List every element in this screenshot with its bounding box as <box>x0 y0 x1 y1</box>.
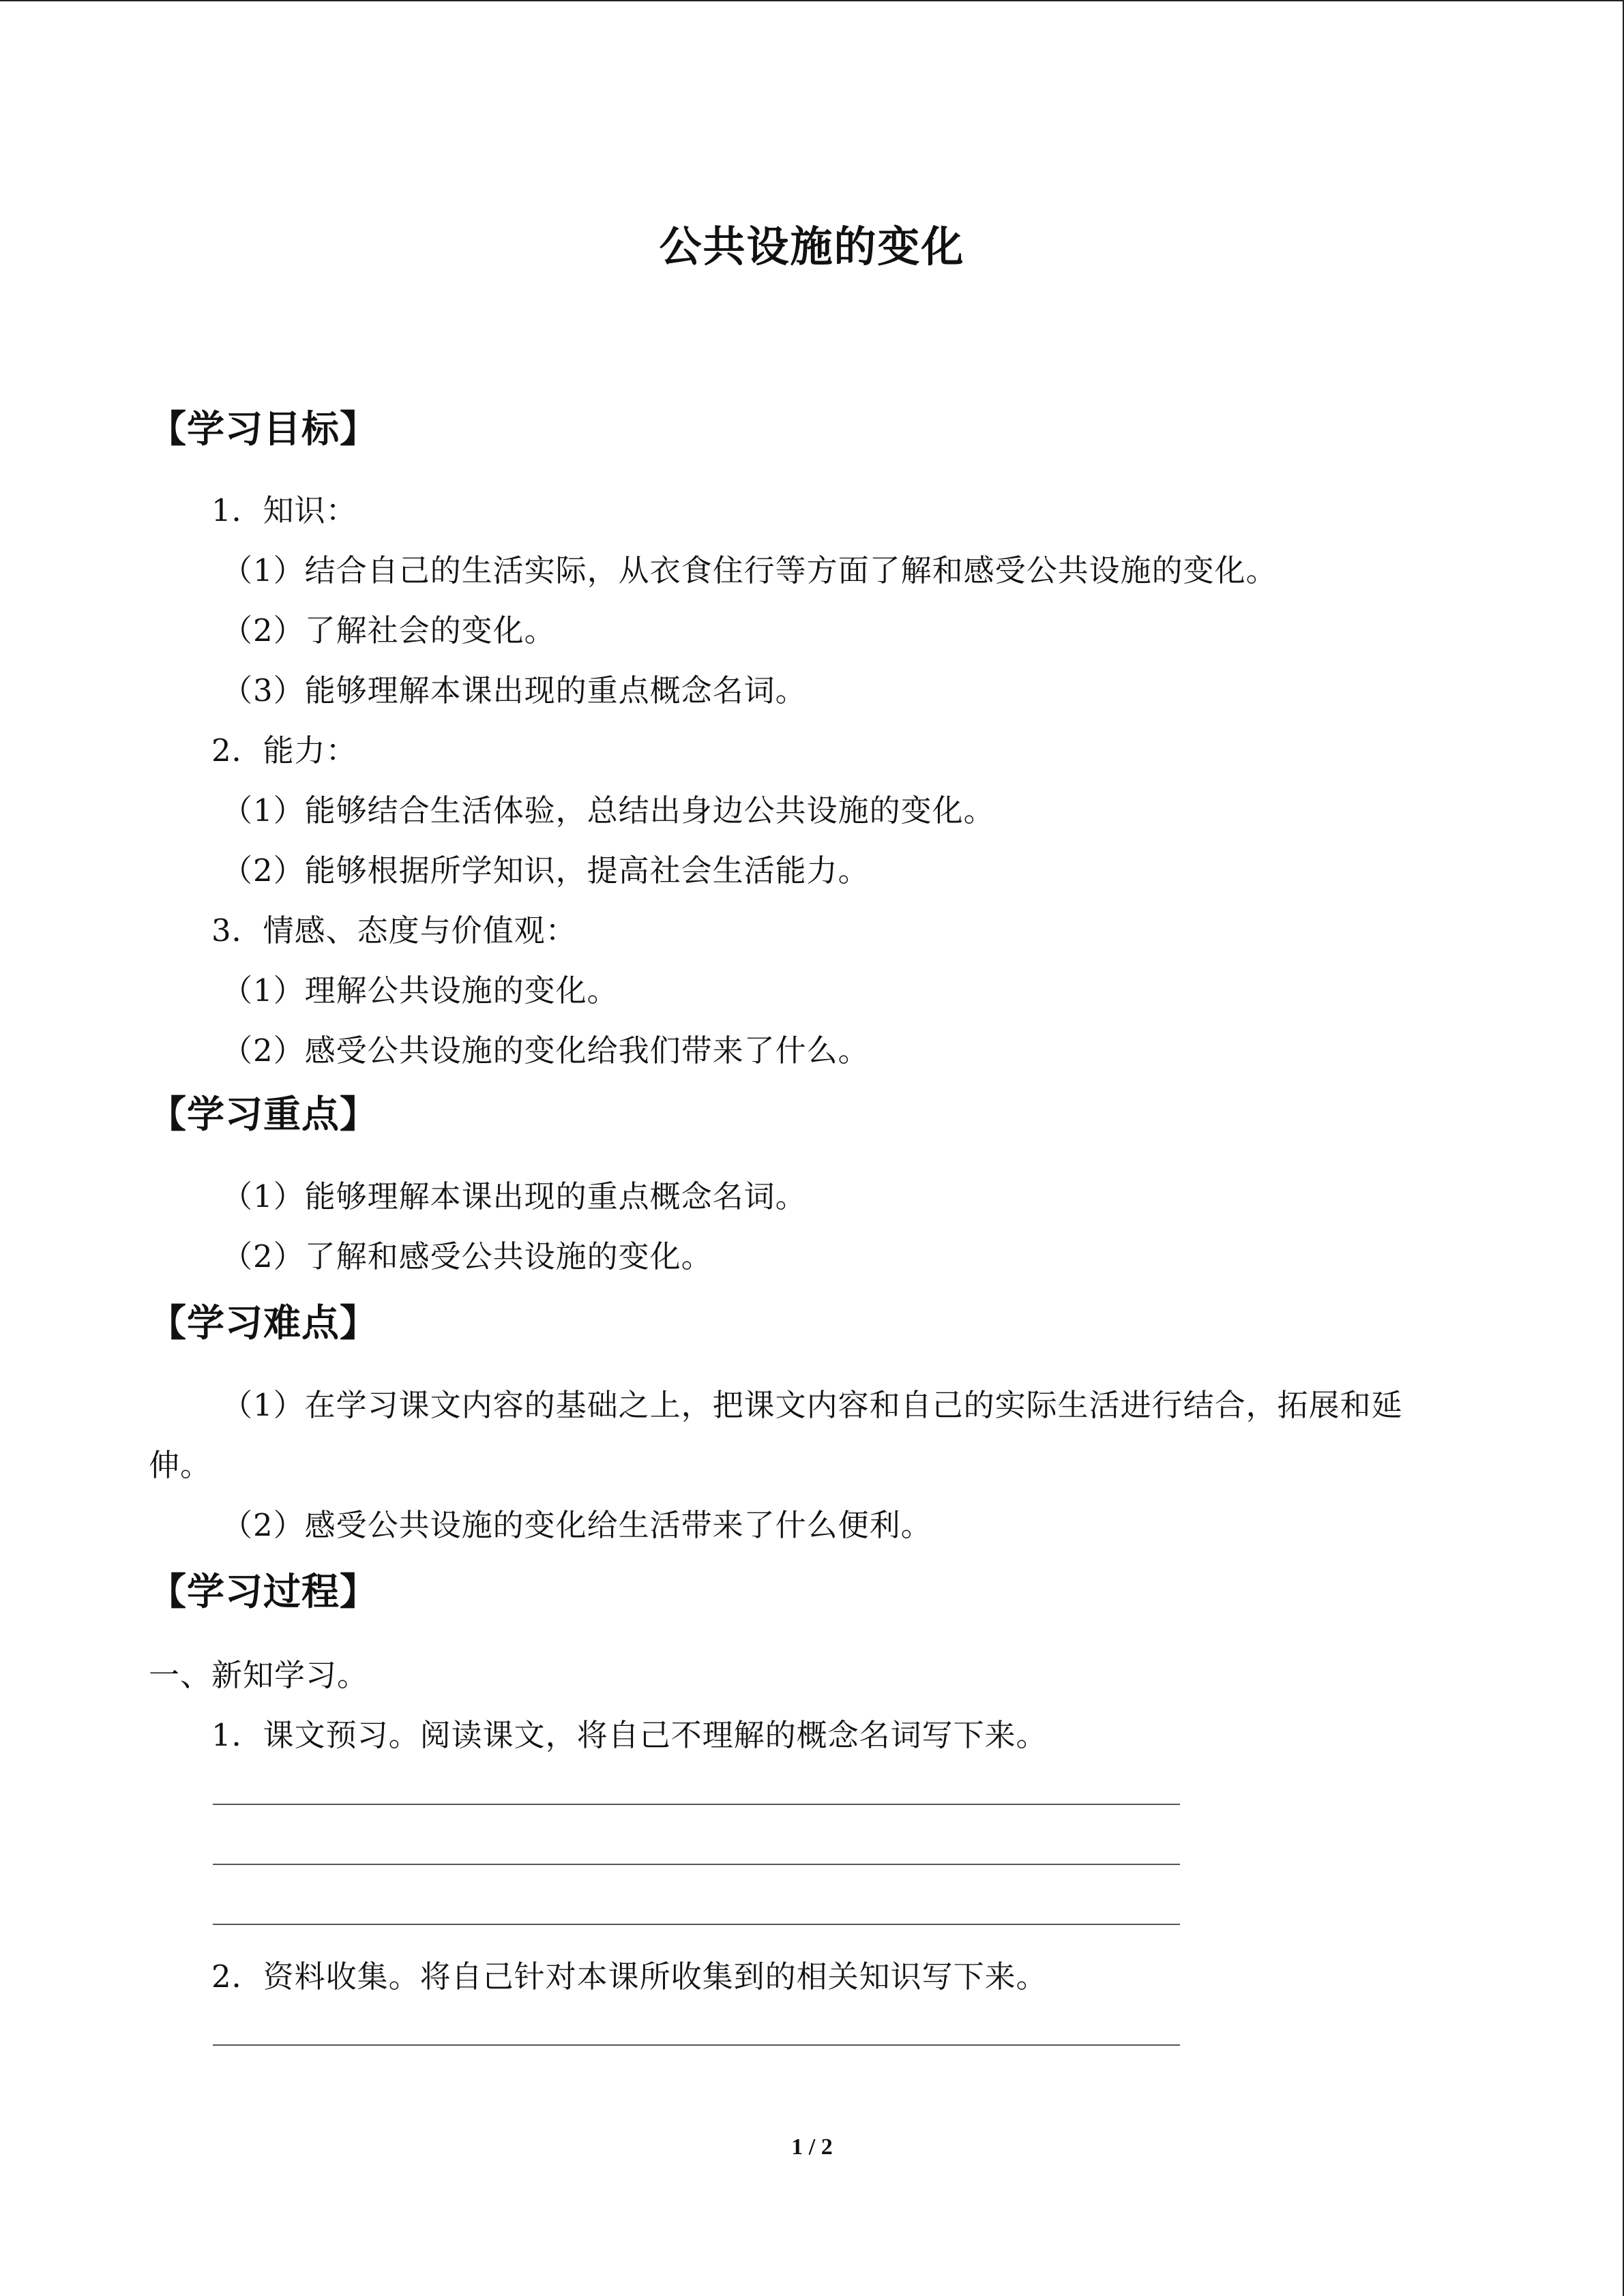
goals-line: （2）能够根据所学知识，提高社会生活能力。 <box>222 852 870 889</box>
section-heading-key-points: 【学习重点】 <box>149 1092 379 1136</box>
answer-blank-line[interactable] <box>213 1924 1180 1925</box>
page-title: 公共设施的变化 <box>659 222 965 271</box>
key-points-line: （1）能够理解本课出现的重点概念名词。 <box>222 1178 807 1214</box>
goals-line: （2）感受公共设施的变化给我们带来了什么。 <box>222 1032 870 1069</box>
goals-line: （2）了解社会的变化。 <box>222 612 556 648</box>
goals-line: （1）理解公共设施的变化。 <box>222 972 619 1009</box>
process-line: 1．课文预习。阅读课文，将自己不理解的概念名词写下来。 <box>211 1717 1048 1753</box>
goals-line: 1．知识： <box>211 492 357 528</box>
page-number: 1 / 2 <box>791 2134 833 2160</box>
section-heading-goals: 【学习目标】 <box>149 406 379 451</box>
goals-line: （1）能够结合生活体验，总结出身边公共设施的变化。 <box>222 792 995 829</box>
goals-line: （1）结合自己的生活实际，从衣食住行等方面了解和感受公共设施的变化。 <box>222 552 1278 588</box>
difficulties-line: 伸。 <box>149 1447 212 1483</box>
section-heading-process: 【学习过程】 <box>149 1569 379 1613</box>
process-line: 一、新知学习。 <box>149 1657 369 1693</box>
page-border-top <box>0 0 1624 1</box>
answer-blank-line[interactable] <box>213 1864 1180 1865</box>
goals-line: 2．能力： <box>211 732 357 769</box>
key-points-line: （2）了解和感受公共设施的变化。 <box>222 1238 713 1274</box>
difficulties-line: （1）在学习课文内容的基础之上，把课文内容和自己的实际生活进行结合，拓展和延 <box>222 1387 1403 1423</box>
goals-line: 3．情感、态度与价值观： <box>211 912 577 949</box>
goals-line: （3）能够理解本课出现的重点概念名词。 <box>222 672 807 709</box>
difficulties-line: （2）感受公共设施的变化给生活带来了什么便利。 <box>222 1507 932 1543</box>
process-line: 2．资料收集。将自己针对本课所收集到的相关知识写下来。 <box>211 1958 1048 1995</box>
answer-blank-line[interactable] <box>213 2044 1180 2046</box>
answer-blank-line[interactable] <box>213 1804 1180 1805</box>
section-heading-difficulties: 【学习难点】 <box>149 1300 379 1345</box>
